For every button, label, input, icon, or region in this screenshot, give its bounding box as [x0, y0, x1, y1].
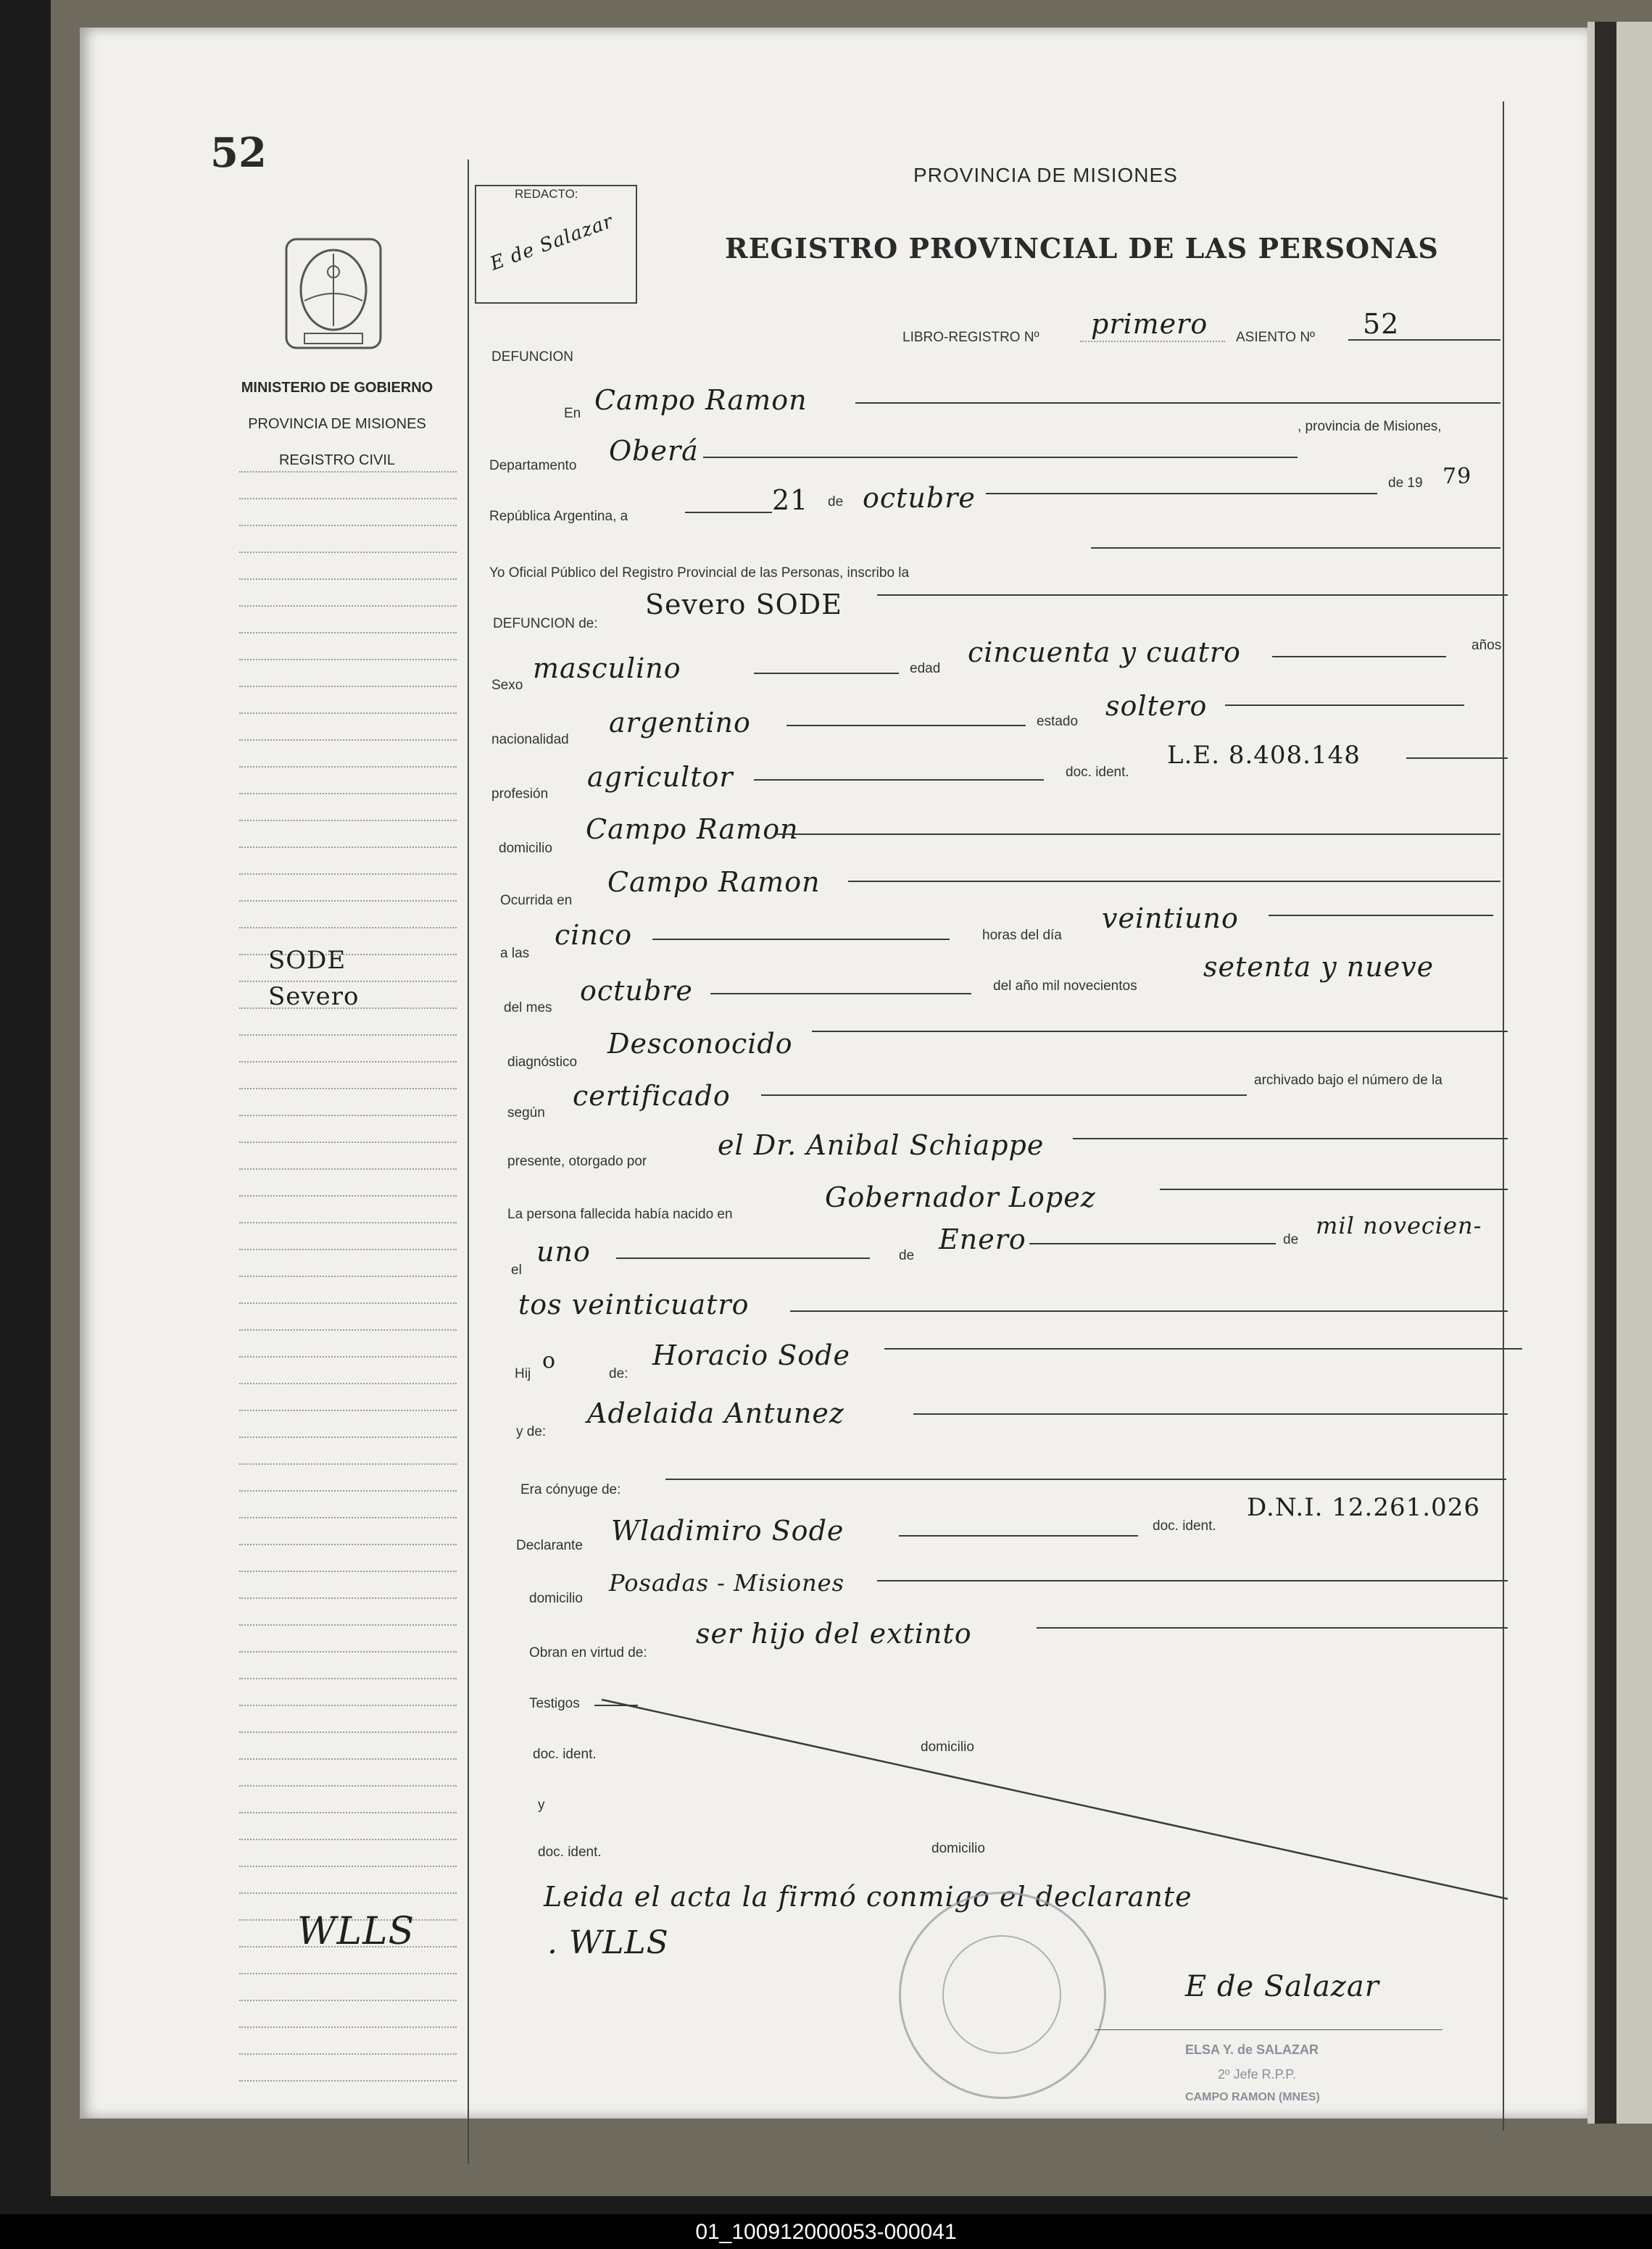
- margin-rule: [239, 1463, 457, 1465]
- ministry-registry: REGISTRO CIVIL: [278, 452, 396, 468]
- libro-value: primero: [1091, 308, 1208, 340]
- de-label: de: [828, 494, 844, 510]
- nacido-label: La persona fallecida había nacido en: [507, 1207, 733, 1222]
- margin-rule: [239, 1517, 457, 1518]
- horas-value: veintiuno: [1102, 902, 1239, 934]
- defuncion-section-label: DEFUNCION: [491, 349, 573, 365]
- margin-rule: [239, 900, 457, 902]
- sexo-value: masculino: [533, 652, 681, 684]
- testigos-label: Testigos: [529, 1696, 580, 1711]
- madre-value: Adelaida Antunez: [587, 1397, 844, 1429]
- margin-rule: [239, 1758, 457, 1760]
- oficial-text: Yo Oficial Público del Registro Provincial de las Personas, inscribo la: [489, 565, 910, 581]
- obran-label: Obran en virtud de:: [529, 1645, 647, 1660]
- edad-label: edad: [910, 661, 941, 676]
- margin-rule: [239, 1732, 457, 1733]
- month-value: octubre: [863, 482, 976, 514]
- de-ano-label: de: [1283, 1232, 1299, 1247]
- sexo-label: Sexo: [491, 678, 523, 693]
- declarante-domicilio-line: [877, 1580, 1508, 1581]
- margin-rule: [239, 1195, 457, 1197]
- margin-rule: [239, 498, 457, 499]
- margin-rule: [239, 552, 457, 553]
- segun-label: según: [507, 1105, 545, 1121]
- margin-rule: [239, 1651, 457, 1653]
- ocurrida-line: [848, 881, 1501, 882]
- margin-rule: [239, 1410, 457, 1411]
- domicilio-line: [776, 833, 1501, 835]
- year-value: 79: [1443, 464, 1472, 489]
- a-las-line: [652, 939, 950, 940]
- margin-rule: [239, 1302, 457, 1304]
- profesion-label: profesión: [491, 786, 549, 802]
- hijo-suffix: o: [542, 1348, 557, 1373]
- de-ano-value: mil novecien-: [1316, 1212, 1482, 1239]
- margin-surname: SODE: [268, 946, 346, 975]
- presente-line: [1073, 1138, 1508, 1139]
- officer-place: CAMPO RAMON (MNES): [1185, 2091, 1320, 2103]
- edad-value: cincuenta y cuatro: [968, 636, 1241, 668]
- de-mes-line: [1029, 1243, 1276, 1244]
- ocurrida-label: Ocurrida en: [500, 893, 573, 908]
- closing-text: Leida el acta la firmó conmigo el declarante: [544, 1881, 1192, 1913]
- margin-rule: [239, 632, 457, 633]
- margin-rule: [239, 793, 457, 794]
- margin-signature: WLLS: [297, 1910, 415, 1953]
- madre-line: [913, 1413, 1508, 1415]
- testigos-cancel-line: [602, 1696, 1515, 1906]
- form-left-border: [468, 159, 469, 2163]
- declarante-line: [899, 1535, 1138, 1537]
- asiento-value: 52: [1363, 308, 1400, 340]
- margin-rule: [239, 739, 457, 741]
- nacionalidad-label: nacionalidad: [491, 732, 569, 747]
- margin-rule: [239, 712, 457, 714]
- registry-seal-inner: [942, 1935, 1061, 2054]
- nacionalidad-line: [786, 725, 1026, 726]
- ministry-province: PROVINCIA DE MISIONES: [248, 416, 426, 432]
- margin-rule: [239, 1571, 457, 1572]
- anos-label: años: [1472, 638, 1502, 653]
- declarante-domicilio-value: Posadas - Misiones: [609, 1569, 845, 1597]
- declarante-label: Declarante: [516, 1538, 583, 1553]
- year-continuation: tos veinticuatro: [518, 1289, 750, 1321]
- conyuge-line: [665, 1479, 1506, 1480]
- margin-rule: [239, 1705, 457, 1706]
- nacido-line: [1160, 1189, 1508, 1190]
- margin-rule: [239, 1785, 457, 1787]
- margin-rule: [239, 686, 457, 687]
- day-value: 21: [772, 484, 809, 516]
- oficial-line: [1091, 547, 1501, 549]
- asiento-line: [1348, 339, 1501, 341]
- en-line: [855, 402, 1501, 404]
- archive-id: 01_100912000053-000041: [695, 2220, 957, 2244]
- horas-label: horas del día: [982, 928, 1062, 943]
- declarante-doc-value: D.N.I. 12.261.026: [1247, 1493, 1480, 1522]
- estado-value: soltero: [1105, 690, 1208, 722]
- page-number: 52: [210, 129, 267, 177]
- margin-rule: [239, 1892, 457, 1894]
- y-de-label: y de:: [516, 1424, 547, 1439]
- el-line: [616, 1257, 870, 1259]
- officer-role: 2º Jefe R.P.P.: [1218, 2067, 1296, 2082]
- padre-value: Horacio Sode: [652, 1339, 850, 1371]
- estado-line: [1225, 704, 1464, 706]
- officer-signature-line: [1095, 2029, 1443, 2030]
- margin-rule: [239, 1490, 457, 1492]
- del-ano-label: del año mil novecientos: [993, 978, 1137, 994]
- departamento-line: [703, 457, 1298, 458]
- a-las-label: a las: [500, 946, 530, 961]
- del-mes-line: [710, 993, 971, 994]
- el-value: uno: [536, 1236, 591, 1268]
- nacionalidad-value: argentino: [609, 707, 751, 739]
- margin-rule: [239, 1624, 457, 1626]
- margin-rule: [239, 659, 457, 660]
- provincial-coat-of-arms-icon: [279, 232, 388, 355]
- del-mes-value: octubre: [580, 975, 693, 1007]
- doc-ident-label: doc. ident.: [1066, 765, 1129, 780]
- margin-rule: [239, 1249, 457, 1250]
- registry-title: REGISTRO PROVINCIAL DE LAS PERSONAS: [725, 232, 1439, 265]
- day-line: [685, 512, 772, 513]
- deceased-line: [877, 594, 1508, 596]
- margin-rule: [239, 1544, 457, 1545]
- segun-line: [761, 1094, 1247, 1096]
- closing-signature: . WLLS: [547, 1924, 669, 1961]
- declarante-doc-label: doc. ident.: [1153, 1518, 1216, 1534]
- diagnostico-line: [812, 1031, 1508, 1032]
- officer-name: ELSA Y. de SALAZAR: [1185, 2042, 1319, 2057]
- margin-rule: [239, 2053, 457, 2055]
- ocurrida-value: Campo Ramon: [607, 866, 821, 898]
- margin-rule: [239, 1088, 457, 1089]
- testigo-y-label: y: [538, 1797, 545, 1813]
- en-label: En: [564, 406, 581, 421]
- deceased-name: Severo SODE: [645, 589, 842, 620]
- en-value: Campo Ramon: [594, 384, 808, 416]
- margin-rule: [239, 820, 457, 821]
- obran-value: ser hijo del extinto: [696, 1618, 972, 1650]
- profesion-value: agricultor: [587, 761, 734, 793]
- presente-value: el Dr. Anibal Schiappe: [718, 1129, 1045, 1161]
- sexo-line: [754, 673, 899, 674]
- domicilio-label: domicilio: [499, 841, 552, 856]
- departamento-value: Oberá: [609, 435, 699, 467]
- testigo1-domicilio-label: domicilio: [921, 1739, 974, 1755]
- margin-rule: [239, 1812, 457, 1813]
- margin-rule: [239, 847, 457, 848]
- ministry-name: MINISTERIO DE GOBIERNO: [241, 380, 433, 396]
- edad-line: [1272, 656, 1446, 657]
- book-gutter: [1595, 22, 1616, 2124]
- hijo-label: Hij: [515, 1366, 531, 1381]
- margin-rule: [239, 2000, 457, 2001]
- republica-label: República Argentina, a: [489, 509, 628, 524]
- horas-line: [1269, 915, 1493, 916]
- province-title: PROVINCIA DE MISIONES: [913, 164, 1178, 186]
- margin-rule: [239, 605, 457, 607]
- margin-rule: [239, 1222, 457, 1223]
- margin-rule: [239, 1034, 457, 1036]
- estado-label: estado: [1037, 714, 1079, 729]
- conyuge-label: Era cónyuge de:: [520, 1482, 621, 1497]
- nacido-value: Gobernador Lopez: [825, 1181, 1096, 1213]
- margin-rule: [239, 1168, 457, 1170]
- margin-rule: [239, 1329, 457, 1331]
- provincia-suffix: , provincia de Misiones,: [1298, 419, 1442, 434]
- month-line: [986, 493, 1377, 494]
- ministry-block: [217, 370, 457, 478]
- margin-rule: [239, 1973, 457, 1974]
- margin-rule: [239, 1678, 457, 1679]
- redacto-label: REDACTO:: [515, 187, 578, 201]
- a-las-value: cinco: [555, 919, 633, 951]
- archivado-label: archivado bajo el número de la: [1254, 1073, 1443, 1088]
- archive-id-bar: [0, 2214, 1652, 2249]
- asiento-label: ASIENTO Nº: [1236, 330, 1315, 345]
- del-ano-value: setenta y nueve: [1203, 951, 1435, 983]
- el-label: el: [511, 1263, 522, 1278]
- margin-rule: [239, 578, 457, 580]
- margin-rule: [239, 525, 457, 526]
- testigo2-doc-label: doc. ident.: [538, 1845, 602, 1860]
- de-year-label: de 19: [1388, 475, 1423, 491]
- diagnostico-label: diagnóstico: [507, 1055, 578, 1070]
- domicilio-value: Campo Ramon: [586, 813, 799, 845]
- margin-rule: [239, 1839, 457, 1840]
- segun-value: certificado: [573, 1080, 731, 1112]
- hijo-de-label: de:: [609, 1366, 628, 1381]
- doc-ident-value: L.E. 8.408.148: [1167, 741, 1361, 770]
- profesion-line: [754, 779, 1044, 781]
- margin-rule: [239, 2026, 457, 2028]
- libro-line: [1080, 341, 1225, 342]
- margin-rule: [239, 1866, 457, 1867]
- declarante-value: Wladimiro Sode: [611, 1515, 844, 1547]
- padre-line: [884, 1348, 1522, 1350]
- margin-rule: [239, 1437, 457, 1438]
- margin-rule: [239, 766, 457, 768]
- margin-rule: [239, 1276, 457, 1277]
- de-mes-label: de: [899, 1248, 915, 1263]
- diagnostico-value: Desconocido: [607, 1028, 793, 1060]
- defuncion-de-label: DEFUNCION de:: [493, 616, 598, 631]
- margin-given-name: Severo: [268, 982, 360, 1011]
- margin-rule: [239, 1383, 457, 1384]
- redacto-signature: E de Salazar: [487, 210, 617, 275]
- departamento-label: Departamento: [489, 458, 577, 473]
- margin-rule: [239, 873, 457, 875]
- libro-label: LIBRO-REGISTRO Nº: [902, 330, 1039, 345]
- year-continuation-line: [790, 1310, 1508, 1312]
- declarante-domicilio-label: domicilio: [529, 1591, 583, 1606]
- margin-rule: [239, 2080, 457, 2082]
- margin-rule: [239, 927, 457, 928]
- margin-rule: [239, 1061, 457, 1063]
- testigo2-domicilio-label: domicilio: [931, 1841, 985, 1856]
- officer-signature: E de Salazar: [1185, 1970, 1379, 2003]
- margin-rule: [239, 1115, 457, 1116]
- del-mes-label: del mes: [504, 1000, 552, 1015]
- margin-rule: [239, 1597, 457, 1599]
- de-mes-value: Enero: [939, 1223, 1026, 1255]
- testigo1-doc-label: doc. ident.: [533, 1747, 597, 1762]
- obran-line: [1037, 1627, 1508, 1629]
- margin-rule: [239, 1142, 457, 1143]
- doc-ident-line: [1406, 757, 1508, 759]
- margin-rule: [239, 1356, 457, 1358]
- presente-label: presente, otorgado por: [507, 1154, 647, 1169]
